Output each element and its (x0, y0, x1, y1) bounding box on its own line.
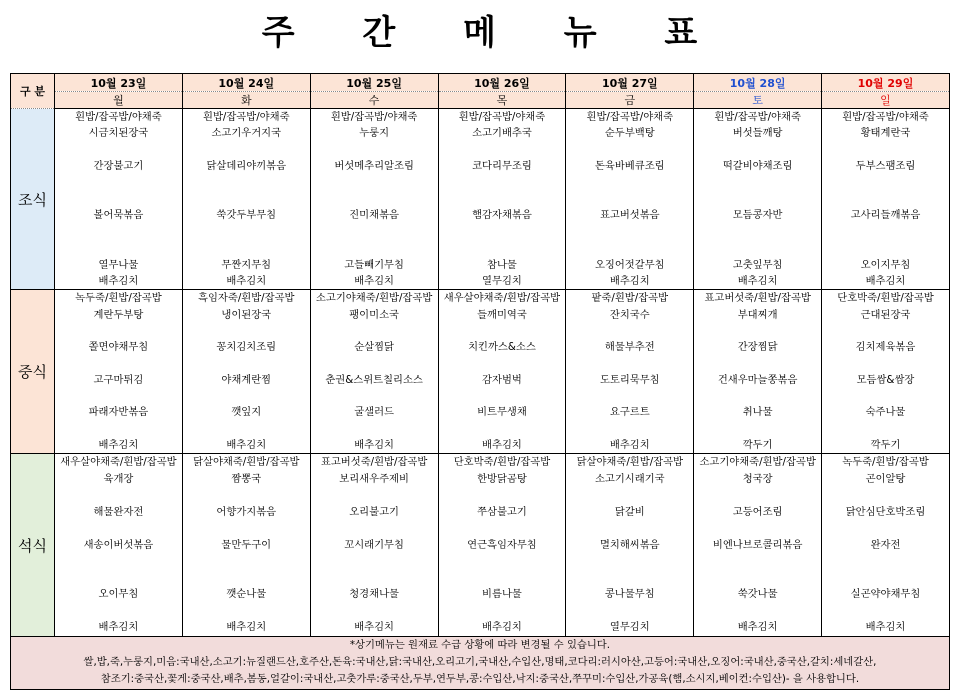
menu-item: 돈육바베큐조림 (566, 158, 694, 174)
menu-item (694, 323, 822, 339)
menu-item: 도토리묵무침 (566, 372, 694, 388)
menu-item: 배추김치 (694, 273, 822, 290)
menu-item: 깍두기 (822, 437, 950, 454)
menu-item: 배추김치 (310, 619, 438, 636)
menu-item (438, 224, 566, 240)
menu-item: 배추김치 (694, 619, 822, 636)
menu-item: 닭살야채죽/흰밥/잡곡밥 (566, 454, 694, 471)
menu-item: 쫄면야채무침 (55, 339, 183, 355)
menu-item (55, 388, 183, 404)
menu-item (566, 553, 694, 570)
menu-item: 팽이미소국 (310, 307, 438, 323)
menu-row (11, 175, 950, 191)
gubun-label: 구 분 (11, 74, 55, 109)
menu-item (55, 191, 183, 207)
menu-item: 흰밥/잡곡밥/야채죽 (55, 109, 183, 126)
menu-item (694, 175, 822, 191)
menu-row (11, 125, 950, 141)
menu-item (694, 388, 822, 404)
menu-row (11, 619, 950, 636)
weekly-menu-table (10, 73, 950, 690)
menu-row (11, 191, 950, 207)
menu-item: 닭안심단호박조림 (822, 504, 950, 521)
menu-item (822, 388, 950, 404)
menu-item: 오이지무침 (822, 257, 950, 273)
day-weekday-3: 수 (310, 92, 438, 109)
menu-item: 단호박죽/흰밥/잡곡밥 (822, 290, 950, 307)
menu-row (11, 109, 950, 126)
menu-item: 흰밥/잡곡밥/야채죽 (694, 109, 822, 126)
menu-item (438, 553, 566, 570)
day-date-3: 10월 25일 (310, 74, 438, 92)
menu-item: 소고기야채죽/흰밥/잡곡밥 (694, 454, 822, 471)
menu-item: 녹두죽/흰밥/잡곡밥 (55, 290, 183, 307)
menu-row (11, 520, 950, 537)
menu-item (438, 388, 566, 404)
menu-item: 열무김치 (566, 619, 694, 636)
menu-row (11, 404, 950, 420)
menu-item: 멸치해씨볶음 (566, 537, 694, 554)
menu-item: 냉이된장국 (182, 307, 310, 323)
menu-item (438, 323, 566, 339)
menu-item: 열무김치 (438, 273, 566, 290)
menu-item: 배추김치 (566, 273, 694, 290)
menu-row (11, 290, 950, 307)
menu-item: 취나물 (694, 404, 822, 420)
menu-item (566, 356, 694, 372)
menu-item (182, 520, 310, 537)
menu-item (822, 520, 950, 537)
menu-item (182, 487, 310, 504)
menu-item (55, 240, 183, 256)
menu-item (566, 570, 694, 587)
menu-item (566, 142, 694, 158)
menu-item: 배추김치 (438, 437, 566, 454)
menu-item: 비름나물 (438, 586, 566, 603)
menu-item: 버섯들깨탕 (694, 125, 822, 141)
menu-item (822, 421, 950, 437)
menu-item (566, 487, 694, 504)
menu-item: 고들빼기무침 (310, 257, 438, 273)
menu-item: 곤이알탕 (822, 471, 950, 488)
day-weekday-6: 토 (694, 92, 822, 109)
day-weekday-2: 화 (182, 92, 310, 109)
menu-item: 표고버섯죽/흰밥/잡곡밥 (694, 290, 822, 307)
day-date-7: 10월 29일 (822, 74, 950, 92)
menu-item: 김치제육볶음 (822, 339, 950, 355)
notice-line2: 쌀,밥,죽,누룽지,미음:국내산,소고기:뉴질랜드산,호주산,돈육:국내산,닭:국내산,오리고기,국내산,수입산,명태,코다리:러시아산,고등어:국내산,오징어:국내산,중국산,갈치:세네갈산, (83, 656, 877, 669)
menu-item (438, 570, 566, 587)
notice-line1: *상기메뉴는 원재료 수급 상황에 따라 변경될 수 있습니다. (349, 639, 610, 652)
menu-item (55, 553, 183, 570)
header-date-row (11, 74, 950, 92)
menu-item: 배추김치 (55, 619, 183, 636)
menu-item: 배추김치 (182, 273, 310, 290)
menu-item: 배추김치 (310, 273, 438, 290)
menu-item: 흰밥/잡곡밥/야채죽 (822, 109, 950, 126)
menu-item (310, 520, 438, 537)
day-weekday-4: 목 (438, 92, 566, 109)
menu-item: 건새우마늘쫑볶음 (694, 372, 822, 388)
menu-item (310, 356, 438, 372)
menu-row (11, 273, 950, 290)
menu-item: 춘권&스위트칠리소스 (310, 372, 438, 388)
menu-row (11, 339, 950, 355)
menu-item: 잔치국수 (566, 307, 694, 323)
menu-item (55, 603, 183, 620)
menu-item: 쭈삼불고기 (438, 504, 566, 521)
menu-item (55, 142, 183, 158)
menu-item (182, 421, 310, 437)
menu-item: 떡갈비야채조림 (694, 158, 822, 174)
menu-item (694, 224, 822, 240)
menu-item: 깻순나물 (182, 586, 310, 603)
menu-item (182, 356, 310, 372)
menu-item: 배추김치 (55, 437, 183, 454)
menu-item: 고사리들깨볶음 (822, 207, 950, 223)
day-date-2: 10월 24일 (182, 74, 310, 92)
menu-item: 닭살야채죽/흰밥/잡곡밥 (182, 454, 310, 471)
menu-item: 소고기시래기국 (566, 471, 694, 488)
menu-row (11, 224, 950, 240)
menu-item: 흰밥/잡곡밥/야채죽 (182, 109, 310, 126)
menu-item (310, 388, 438, 404)
menu-item: 진미채볶음 (310, 207, 438, 223)
menu-item: 고등어조림 (694, 504, 822, 521)
menu-item (310, 553, 438, 570)
menu-item: 배추김치 (182, 437, 310, 454)
menu-item (438, 520, 566, 537)
menu-row (11, 372, 950, 388)
menu-item (822, 240, 950, 256)
menu-item: 표고버섯죽/흰밥/잡곡밥 (310, 454, 438, 471)
menu-item: 배추김치 (822, 619, 950, 636)
menu-item (310, 224, 438, 240)
menu-item (438, 142, 566, 158)
menu-item: 열무나물 (55, 257, 183, 273)
menu-item (310, 323, 438, 339)
menu-item: 황태계란국 (822, 125, 950, 141)
menu-item: 해물부추전 (566, 339, 694, 355)
menu-row (11, 323, 950, 339)
menu-item: 부대찌개 (694, 307, 822, 323)
menu-item (182, 570, 310, 587)
menu-item: 흰밥/잡곡밥/야채죽 (310, 109, 438, 126)
menu-item: 배추김치 (566, 437, 694, 454)
menu-item: 꽁치김치조림 (182, 339, 310, 355)
menu-row (11, 257, 950, 273)
menu-item: 연근흑임자무침 (438, 537, 566, 554)
menu-item (822, 356, 950, 372)
day-weekday-1: 월 (55, 92, 183, 109)
menu-item (55, 520, 183, 537)
menu-item: 흰밥/잡곡밥/야채죽 (566, 109, 694, 126)
menu-row (11, 537, 950, 554)
menu-row (11, 142, 950, 158)
menu-item: 배추김치 (55, 273, 183, 290)
header-weekday-row (11, 92, 950, 109)
menu-item: 무짠지무침 (182, 257, 310, 273)
menu-item (566, 388, 694, 404)
menu-item: 치킨까스&소스 (438, 339, 566, 355)
menu-item (822, 553, 950, 570)
menu-item: 숙주나물 (822, 404, 950, 420)
day-weekday-5: 금 (566, 92, 694, 109)
menu-item (182, 240, 310, 256)
menu-item: 감자범벅 (438, 372, 566, 388)
menu-item (182, 323, 310, 339)
menu-item: 순두부백탕 (566, 125, 694, 141)
menu-item (310, 240, 438, 256)
menu-item: 오징어젓갈무침 (566, 257, 694, 273)
menu-item (694, 421, 822, 437)
menu-item: 물만두구이 (182, 537, 310, 554)
menu-item (822, 142, 950, 158)
menu-item: 모듬콩자반 (694, 207, 822, 223)
menu-item (182, 142, 310, 158)
menu-item: 코다리무조림 (438, 158, 566, 174)
menu-item (438, 191, 566, 207)
menu-item: 녹두죽/흰밥/잡곡밥 (822, 454, 950, 471)
menu-item: 계란두부탕 (55, 307, 183, 323)
menu-row (11, 504, 950, 521)
menu-item: 소고기야채죽/흰밥/잡곡밥 (310, 290, 438, 307)
menu-item (182, 191, 310, 207)
menu-item: 근대된장국 (822, 307, 950, 323)
menu-item (55, 356, 183, 372)
menu-item (694, 553, 822, 570)
day-date-5: 10월 27일 (566, 74, 694, 92)
menu-row (11, 471, 950, 488)
menu-item (182, 175, 310, 191)
menu-item (55, 487, 183, 504)
menu-item: 닭갈비 (566, 504, 694, 521)
menu-item (438, 487, 566, 504)
menu-item (822, 487, 950, 504)
menu-item: 배추김치 (438, 619, 566, 636)
day-date-4: 10월 26일 (438, 74, 566, 92)
menu-item (694, 356, 822, 372)
menu-item: 청경채나물 (310, 586, 438, 603)
menu-item: 순살찜닭 (310, 339, 438, 355)
day-date-1: 10월 23일 (55, 74, 183, 92)
menu-item: 새우살야채죽/흰밥/잡곡밥 (438, 290, 566, 307)
menu-item: 닭살데리야끼볶음 (182, 158, 310, 174)
menu-item: 새송이버섯볶음 (55, 537, 183, 554)
menu-item (822, 175, 950, 191)
menu-item: 소고기배추국 (438, 125, 566, 141)
menu-item: 굴샐러드 (310, 404, 438, 420)
menu-item: 육개장 (55, 471, 183, 488)
menu-item: 흰밥/잡곡밥/야채죽 (438, 109, 566, 126)
menu-item (822, 323, 950, 339)
menu-item: 간장찜닭 (694, 339, 822, 355)
menu-item (310, 603, 438, 620)
menu-item (55, 323, 183, 339)
menu-item: 고춧잎무침 (694, 257, 822, 273)
menu-row (11, 586, 950, 603)
menu-item: 한방닭곰탕 (438, 471, 566, 488)
menu-item (566, 175, 694, 191)
meal-label-1: 조식 (11, 109, 55, 290)
menu-item: 참나물 (438, 257, 566, 273)
menu-item (438, 421, 566, 437)
menu-item (438, 175, 566, 191)
menu-item: 깻잎지 (182, 404, 310, 420)
menu-item (694, 520, 822, 537)
menu-row (11, 437, 950, 454)
menu-row (11, 570, 950, 587)
menu-item (694, 487, 822, 504)
menu-item: 요구르트 (566, 404, 694, 420)
menu-row (11, 553, 950, 570)
menu-item (694, 191, 822, 207)
menu-item (566, 323, 694, 339)
menu-item: 비트무생채 (438, 404, 566, 420)
menu-item (438, 356, 566, 372)
menu-item: 누룽지 (310, 125, 438, 141)
menu-item (822, 603, 950, 620)
menu-item: 들깨미역국 (438, 307, 566, 323)
menu-item: 새우살야채죽/흰밥/잡곡밥 (55, 454, 183, 471)
menu-item: 흑임자죽/흰밥/잡곡밥 (182, 290, 310, 307)
menu-row (11, 207, 950, 223)
menu-item (310, 191, 438, 207)
menu-item (822, 224, 950, 240)
menu-item (822, 191, 950, 207)
menu-item (694, 603, 822, 620)
notice-line3: 참조기:중국산,꽃게:중국산,배추,봄동,얼갈이:국내산,고춧가루:중국산,두부,연두부,콩:수입산,낙지:중국산,쭈꾸미:수입산,가공육(햄,소시지,베이컨:수입산)- 을 사용합니다. (100, 673, 860, 686)
menu-item: 볼어묵볶음 (55, 207, 183, 223)
day-weekday-7: 일 (822, 92, 950, 109)
menu-item: 버섯메추리알조림 (310, 158, 438, 174)
menu-item (310, 142, 438, 158)
menu-row (11, 158, 950, 174)
menu-item: 쑥갓두부무침 (182, 207, 310, 223)
page-title: 주 간 메 뉴 표 (261, 13, 726, 53)
menu-row (11, 388, 950, 404)
menu-item (55, 175, 183, 191)
menu-item: 모듬쌈&쌈장 (822, 372, 950, 388)
menu-item: 파래자반볶음 (55, 404, 183, 420)
menu-item: 오이무침 (55, 586, 183, 603)
menu-item: 완자전 (822, 537, 950, 554)
menu-item (310, 175, 438, 191)
menu-item: 배추김치 (310, 437, 438, 454)
menu-item: 야채계란찜 (182, 372, 310, 388)
menu-item: 콩나물무침 (566, 586, 694, 603)
menu-item (310, 421, 438, 437)
menu-item (55, 570, 183, 587)
menu-item (182, 553, 310, 570)
menu-item (566, 603, 694, 620)
menu-item: 단호박죽/흰밥/잡곡밥 (438, 454, 566, 471)
menu-item: 비엔나브로콜리볶음 (694, 537, 822, 554)
menu-item: 꼬시래기무침 (310, 537, 438, 554)
menu-item: 고구마튀김 (55, 372, 183, 388)
menu-item: 실곤약야채무침 (822, 586, 950, 603)
menu-row (11, 240, 950, 256)
menu-row (11, 356, 950, 372)
menu-item: 간장불고기 (55, 158, 183, 174)
menu-item (55, 421, 183, 437)
menu-item: 팥죽/흰밥/잡곡밥 (566, 290, 694, 307)
menu-item (438, 240, 566, 256)
menu-item: 오리불고기 (310, 504, 438, 521)
menu-item (694, 142, 822, 158)
menu-item (566, 224, 694, 240)
menu-item (182, 388, 310, 404)
menu-item: 배추김치 (822, 273, 950, 290)
menu-item (438, 603, 566, 620)
menu-item: 어향가지볶음 (182, 504, 310, 521)
menu-item (694, 570, 822, 587)
menu-row (11, 487, 950, 504)
day-date-6: 10월 28일 (694, 74, 822, 92)
menu-row (11, 454, 950, 471)
menu-item (182, 224, 310, 240)
menu-item: 해물완자전 (55, 504, 183, 521)
menu-item: 보리새우주제비 (310, 471, 438, 488)
menu-row (11, 603, 950, 620)
menu-item: 배추김치 (182, 619, 310, 636)
menu-row (11, 421, 950, 437)
meal-label-2: 중식 (11, 290, 55, 454)
menu-item (566, 520, 694, 537)
menu-item: 청국장 (694, 471, 822, 488)
menu-item (182, 603, 310, 620)
notice-row (11, 636, 950, 689)
menu-item (694, 240, 822, 256)
menu-item (55, 224, 183, 240)
notice-box (11, 636, 950, 689)
menu-item (566, 240, 694, 256)
menu-item (822, 570, 950, 587)
menu-item: 깍두기 (694, 437, 822, 454)
menu-row (11, 307, 950, 323)
menu-item: 소고기우거지국 (182, 125, 310, 141)
menu-item: 햄감자채볶음 (438, 207, 566, 223)
menu-item: 표고버섯볶음 (566, 207, 694, 223)
menu-item (310, 570, 438, 587)
menu-item: 두부스팸조림 (822, 158, 950, 174)
menu-item (566, 421, 694, 437)
menu-item: 시금치된장국 (55, 125, 183, 141)
menu-item: 짬뽕국 (182, 471, 310, 488)
menu-item (566, 191, 694, 207)
menu-item: 쑥갓나물 (694, 586, 822, 603)
menu-item (310, 487, 438, 504)
meal-label-3: 석식 (11, 454, 55, 637)
